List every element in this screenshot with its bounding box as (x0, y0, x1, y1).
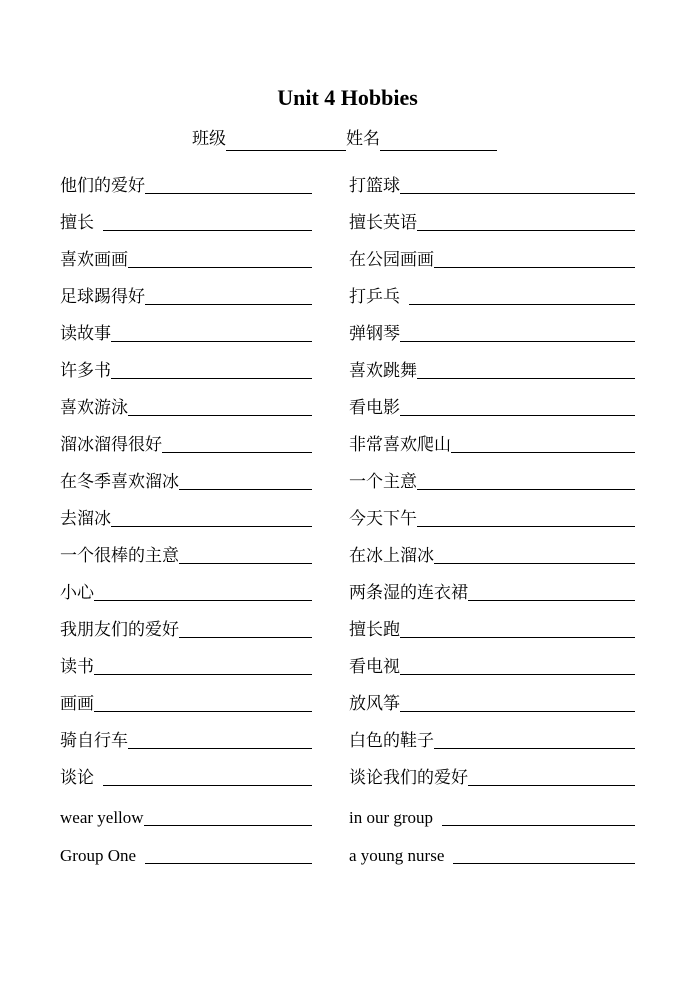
phrase-label: 我朋友们的爱好 (60, 620, 179, 639)
answer-blank[interactable] (468, 765, 635, 786)
exercise-row (0, 245, 695, 271)
answer-blank[interactable] (409, 284, 635, 305)
exercise-item-right (349, 541, 635, 567)
answer-blank[interactable] (468, 580, 635, 601)
exercise-item-right (349, 467, 635, 493)
phrase-label: 读书 (60, 657, 94, 676)
answer-blank[interactable] (442, 805, 635, 826)
answer-blank[interactable] (400, 173, 635, 194)
exercise-item-right (349, 689, 635, 715)
exercise-item-left (60, 245, 312, 271)
exercise-item-left (60, 319, 312, 345)
exercise-item-left (60, 615, 312, 641)
exercise-row (0, 430, 695, 456)
answer-blank[interactable] (434, 543, 635, 564)
answer-blank[interactable] (451, 432, 635, 453)
exercise-row (0, 171, 695, 197)
answer-blank[interactable] (145, 173, 312, 194)
student-info (192, 127, 497, 151)
exercise-item-left (60, 726, 312, 752)
phrase-label: 擅长英语 (349, 213, 417, 232)
phrase-label: 擅长跑 (349, 620, 400, 639)
phrase-label: 许多书 (60, 361, 111, 380)
phrase-label: 打乒乓 (349, 287, 400, 306)
phrase-label: 擅长 (60, 213, 94, 232)
exercise-item-left (60, 578, 312, 604)
answer-blank[interactable] (417, 469, 635, 490)
answer-blank[interactable] (103, 210, 312, 231)
phrase-label: 弹钢琴 (349, 324, 400, 343)
exercise-item-left (60, 171, 312, 197)
phrase-label: 在冬季喜欢溜冰 (60, 472, 179, 491)
answer-blank[interactable] (111, 506, 312, 527)
exercise-item-left (60, 689, 312, 715)
answer-blank[interactable] (400, 395, 635, 416)
exercise-item-right (349, 726, 635, 752)
exercise-row (0, 282, 695, 308)
answer-blank[interactable] (128, 728, 312, 749)
exercise-item-right (349, 282, 635, 308)
answer-blank[interactable] (144, 805, 312, 826)
exercise-item-right (349, 763, 635, 789)
exercise-row (0, 356, 695, 382)
phrase-label: 画画 (60, 694, 94, 713)
phrase-label: 放风筝 (349, 694, 400, 713)
answer-blank[interactable] (111, 321, 312, 342)
phrase-label: wear yellow (60, 808, 144, 827)
phrase-label: 去溜冰 (60, 509, 111, 528)
phrase-label: 骑自行车 (60, 731, 128, 750)
answer-blank[interactable] (434, 728, 635, 749)
answer-blank[interactable] (94, 654, 312, 675)
page-title: Unit 4 Hobbies (277, 85, 418, 110)
phrase-label: a young nurse (349, 846, 445, 865)
exercise-item-left (60, 763, 312, 789)
phrase-label: 两条湿的连衣裙 (349, 583, 468, 602)
exercise-item-right (349, 319, 635, 345)
answer-blank[interactable] (434, 247, 635, 268)
answer-blank[interactable] (145, 843, 312, 864)
exercise-row (0, 319, 695, 345)
exercise-row (0, 652, 695, 678)
exercise-item-left (60, 282, 312, 308)
exercise-item-right (349, 504, 635, 530)
name-blank[interactable] (380, 130, 497, 151)
answer-blank[interactable] (145, 284, 312, 305)
answer-blank[interactable] (128, 247, 312, 268)
exercise-item-right (349, 171, 635, 197)
phrase-label: 喜欢画画 (60, 250, 128, 269)
phrase-label: Group One (60, 846, 137, 865)
answer-blank[interactable] (103, 765, 312, 786)
phrase-label: 溜冰溜得很好 (60, 435, 162, 454)
exercise-item-left (60, 393, 312, 419)
answer-blank[interactable] (400, 617, 635, 638)
answer-blank[interactable] (179, 469, 312, 490)
exercise-row (0, 689, 695, 715)
class-label: 班级 (192, 129, 226, 148)
exercise-row (0, 578, 695, 604)
exercise-item-left (60, 430, 312, 456)
phrase-label: 他们的爱好 (60, 176, 145, 195)
phrase-label: 谈论 (60, 768, 94, 787)
exercise-item-right (349, 356, 635, 382)
exercise-row (0, 504, 695, 530)
phrase-label: 在冰上溜冰 (349, 546, 434, 565)
exercise-row (0, 208, 695, 234)
phrase-label: 小心 (60, 583, 94, 602)
exercise-item-left (60, 467, 312, 493)
answer-blank[interactable] (94, 580, 312, 601)
exercise-item-right (349, 245, 635, 271)
exercise-item-left (60, 841, 312, 867)
exercise-item-right (349, 430, 635, 456)
answer-blank[interactable] (417, 506, 635, 527)
phrase-label: 非常喜欢爬山 (349, 435, 451, 454)
answer-blank[interactable] (400, 691, 635, 712)
phrase-label: 一个很棒的主意 (60, 546, 179, 565)
exercise-item-right (349, 208, 635, 234)
answer-blank[interactable] (111, 358, 312, 379)
phrase-label: 在公园画画 (349, 250, 434, 269)
answer-blank[interactable] (179, 543, 312, 564)
exercise-item-right (349, 578, 635, 604)
answer-blank[interactable] (400, 321, 635, 342)
class-blank[interactable] (226, 130, 346, 151)
phrase-label: 白色的鞋子 (349, 731, 434, 750)
exercise-item-right (349, 652, 635, 678)
exercise-item-left (60, 208, 312, 234)
answer-blank[interactable] (417, 210, 635, 231)
exercise-item-left (60, 652, 312, 678)
exercise-item-right (349, 841, 635, 867)
answer-blank[interactable] (162, 432, 312, 453)
phrase-label: 看电影 (349, 398, 400, 417)
phrase-label: 喜欢游泳 (60, 398, 128, 417)
exercise-item-right (349, 615, 635, 641)
answer-blank[interactable] (94, 691, 312, 712)
phrase-label: in our group (349, 808, 434, 827)
exercise-item-left (60, 541, 312, 567)
phrase-label: 喜欢跳舞 (349, 361, 417, 380)
exercise-row (0, 393, 695, 419)
answer-blank[interactable] (179, 617, 312, 638)
exercise-row (0, 841, 695, 867)
exercise-row (0, 467, 695, 493)
exercise-row (0, 615, 695, 641)
answer-blank[interactable] (453, 843, 635, 864)
answer-blank[interactable] (400, 654, 635, 675)
phrase-label: 打篮球 (349, 176, 400, 195)
name-label: 姓名 (346, 129, 380, 148)
exercise-item-left (60, 356, 312, 382)
exercise-row (0, 803, 695, 829)
phrase-label: 足球踢得好 (60, 287, 145, 306)
phrase-label: 看电视 (349, 657, 400, 676)
phrase-label: 谈论我们的爱好 (349, 768, 468, 787)
exercise-row (0, 726, 695, 752)
answer-blank[interactable] (417, 358, 635, 379)
exercise-item-left (60, 803, 312, 829)
exercise-item-left (60, 504, 312, 530)
phrase-label: 今天下午 (349, 509, 417, 528)
answer-blank[interactable] (128, 395, 312, 416)
exercise-item-right (349, 803, 635, 829)
exercise-row (0, 763, 695, 789)
phrase-label: 一个主意 (349, 472, 417, 491)
exercise-item-right (349, 393, 635, 419)
exercise-row (0, 541, 695, 567)
phrase-label: 读故事 (60, 324, 111, 343)
